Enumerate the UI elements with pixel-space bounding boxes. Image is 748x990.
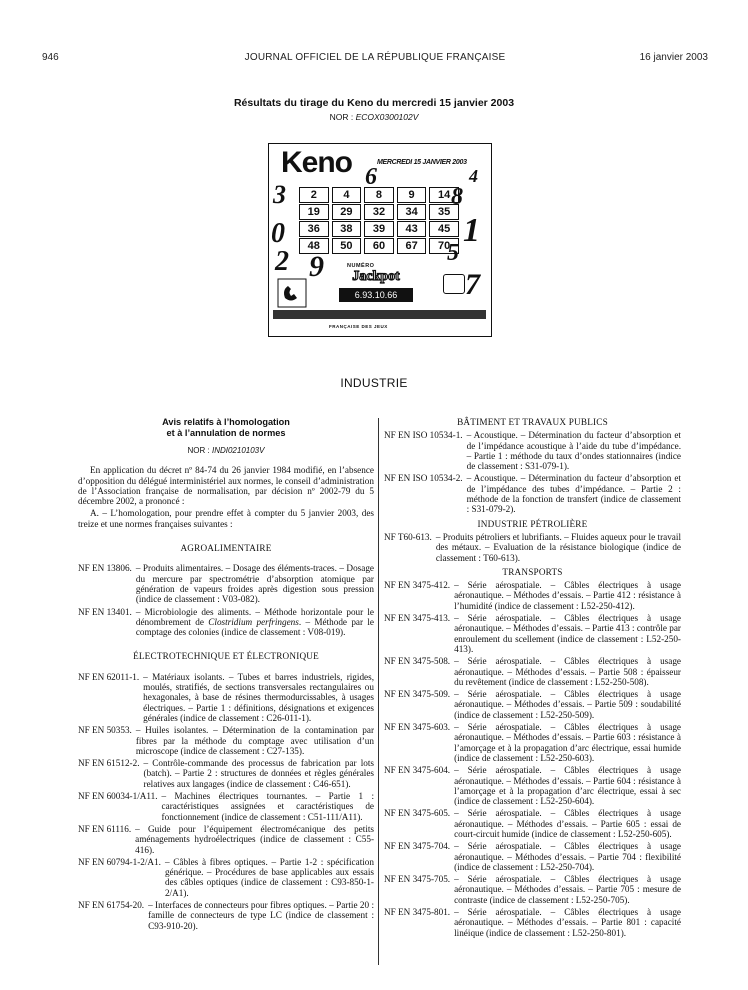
standard-entry bbox=[78, 791, 374, 822]
standard-entry bbox=[78, 758, 374, 789]
terminal-icon bbox=[443, 274, 465, 294]
standard-text: – Huiles isolantes. – Détermination de la contamination par fibres par la méthode du comptage avec utilisation d’un microscope (indice de classement : C27-135). bbox=[135, 725, 374, 756]
keno-nor: NOR : ECOX0300102V bbox=[329, 112, 419, 122]
standard-text: – Série aérospatiale. – Câbles électriques à usage aéronautique. – Méthodes d’essais. – Partie 603 : résistance à l’amorçage et à la propagation d’arc électrique, essai humide (indice de classement : L52-250-603). bbox=[454, 722, 681, 763]
numbers-row bbox=[299, 187, 459, 203]
decor-numeral: 1 bbox=[463, 212, 480, 249]
standard-ref: NF EN ISO 10534-1. bbox=[384, 430, 463, 441]
drawn-number: 2 bbox=[299, 187, 329, 203]
standard-text: – Série aérospatiale. – Câbles électriques à usage aéronautique. – Méthodes d’essais. – Partie 508 : épaisseur du revêtement (indice de classement : L52-250-508). bbox=[454, 656, 681, 687]
decor-numeral: 3 bbox=[273, 180, 286, 209]
category-heading: ÉLECTROTECHNIQUE ET ÉLECTRONIQUE bbox=[133, 651, 319, 662]
standard-ref: NF EN 3475-509. bbox=[384, 689, 451, 700]
standard-entry bbox=[384, 580, 681, 611]
phone-icon bbox=[277, 278, 307, 308]
drawn-number: 67 bbox=[397, 238, 427, 254]
standard-text: – Produits alimentaires. – Dosage des éléments-traces. – Dosage du mercure par spectrométrie d’absorption atomique par génération de vapeurs froides après digestion sous pression (indice de classement : V03-082). bbox=[135, 563, 374, 605]
left-column bbox=[78, 417, 374, 933]
standard-ref: NF EN 13401. bbox=[78, 606, 132, 617]
standard-entry bbox=[384, 656, 681, 687]
numbers-row bbox=[299, 238, 459, 254]
standard-ref: NF EN 61754-20. bbox=[78, 899, 145, 910]
standard-entry bbox=[384, 473, 681, 514]
standard-entry bbox=[384, 689, 681, 720]
ticket-banner bbox=[273, 310, 486, 319]
category-heading: TRANSPORTS bbox=[502, 566, 563, 577]
page-number: 946 bbox=[42, 52, 59, 63]
issue-date: 16 janvier 2003 bbox=[639, 52, 708, 63]
standard-text: – Matériaux isolants. – Tubes et barres industriels, rigides, moulés, stratifiés, de sections transversales rectangulaires ou hexagonales, à base de résines thermodurcissables, à usages électriques. – Partie 1 : définitions, désignations et exigences générales (indice de classement : C26-011-1). bbox=[143, 671, 374, 723]
drawn-number: 8 bbox=[364, 187, 394, 203]
drawn-number: 34 bbox=[397, 204, 427, 220]
journal-title: JOURNAL OFFICIEL DE LA RÉPUBLIQUE FRANÇAISE bbox=[244, 52, 506, 63]
standard-ref: NF EN 3475-603. bbox=[384, 722, 451, 733]
standard-entry bbox=[78, 725, 374, 756]
decor-numeral: 6 bbox=[365, 164, 377, 190]
standard-text: – Câbles à fibres optiques. – Partie 1-2 : spécification générique. – Procédures de base applicables aux essais des câbles optiques (indice de classement : C93-850-1-2/A1). bbox=[164, 856, 374, 898]
ticket-date: MERCREDI 15 JANVIER 2003 bbox=[377, 159, 467, 166]
standard-entry bbox=[78, 857, 374, 898]
standard-entry bbox=[384, 722, 681, 763]
numbers-row bbox=[299, 221, 459, 237]
standard-entry bbox=[384, 430, 681, 471]
standard-entry bbox=[78, 672, 374, 723]
right-column bbox=[384, 417, 681, 940]
standard-ref: NF EN 3475-704. bbox=[384, 841, 451, 852]
standard-text: – Microbiologie des aliments. – Méthode horizontale pour le dénombrement de Clostridium perfringens. – Méthode par le comptage des colonies (indice de classement : V08-019). bbox=[135, 606, 374, 638]
standard-entry bbox=[384, 874, 681, 905]
jackpot-logo: Jackpot bbox=[352, 269, 400, 284]
jackpot-number-label: NUMÉRO bbox=[347, 263, 375, 269]
standard-ref: NF EN 13806. bbox=[78, 563, 132, 574]
drawn-number: 32 bbox=[364, 204, 394, 220]
standard-text: – Série aérospatiale. – Câbles électriques à usage aéronautique. – Méthodes d’essais. – Partie 412 : résistance à l’humidité (indice de classement : L52-250-412). bbox=[454, 580, 681, 611]
standard-entry bbox=[78, 824, 374, 855]
standard-ref: NF EN 3475-413. bbox=[384, 613, 451, 624]
numbers-row bbox=[299, 204, 459, 220]
standard-ref: NF EN 62011-1. bbox=[78, 671, 140, 682]
standard-entry bbox=[78, 607, 374, 638]
fdj-logo: FRANÇAISE DES JEUX bbox=[329, 324, 388, 329]
drawn-numbers-grid bbox=[299, 187, 459, 255]
standard-text: – Série aérospatiale. – Câbles électriques à usage aéronautique. – Méthodes d’essais. – Partie 801 : capacité linéique (indice de classement : L52-250-801). bbox=[454, 907, 681, 938]
standard-ref: NF EN 3475-605. bbox=[384, 808, 451, 819]
standard-ref: NF EN 61512-2. bbox=[78, 758, 140, 769]
avis-paragraph: En application du décret nº 84-74 du 26 janvier 1984 modifié, en l’absence d’opposition du délégué interministériel aux normes, le conseil d’administration de l’Association française de normalisation, par décision nº 2002-79 du 5 décembre 2002, a prononcé : bbox=[78, 465, 374, 507]
drawn-number: 9 bbox=[397, 187, 427, 203]
standard-ref: NF EN 3475-801. bbox=[384, 907, 451, 918]
standard-text: – Série aérospatiale. – Câbles électriques à usage aéronautique. – Méthodes d’essais. – Partie 413 : contrôle par enroulement du scellement (indice de classement : L52-250-413). bbox=[454, 613, 681, 654]
standard-ref: NF T60-613. bbox=[384, 531, 432, 542]
drawn-number: 60 bbox=[364, 238, 394, 254]
keno-ticket-image bbox=[268, 143, 492, 337]
standard-ref: NF EN 50353. bbox=[78, 725, 132, 736]
standard-text: – Acoustique. – Détermination du facteur d’absorption et de l’impédance acoustique à l’aide du tube d’impédance. – Partie 1 : méthode du taux d’ondes stationnaires (indice de classement : S31-079-1). bbox=[466, 430, 681, 472]
standard-text: – Contrôle-commande des processus de fabrication par lots (batch). – Partie 2 : structures de données et règles générales relatives aux langages (indice de classement : C46-651). bbox=[143, 758, 374, 789]
standard-ref: NF EN 60794-1-2/A1. bbox=[78, 856, 161, 867]
drawn-number: 19 bbox=[299, 204, 329, 220]
decor-numeral: 8 bbox=[451, 184, 463, 210]
standard-entry bbox=[384, 808, 681, 839]
standard-entry bbox=[384, 841, 681, 872]
standard-ref: NF EN ISO 10534-2. bbox=[384, 473, 463, 484]
drawn-number: 50 bbox=[332, 238, 362, 254]
category-heading: AGROALIMENTAIRE bbox=[180, 543, 272, 554]
standard-text: – Acoustique. – Détermination du facteur d’absorption et de l’impédance des tubes d’impédance. – Partie 2 : méthode de la fonction de transfert (indice de classement : S31-079-2). bbox=[466, 473, 681, 515]
standard-ref: NF EN 3475-705. bbox=[384, 874, 451, 885]
drawn-number: 48 bbox=[299, 238, 329, 254]
keno-results-title: Résultats du tirage du Keno du mercredi 15 janvier 2003 bbox=[233, 97, 515, 109]
column-divider bbox=[378, 418, 379, 965]
avis-nor: NOR : INDI0210103V bbox=[187, 446, 265, 455]
decor-numeral: 4 bbox=[469, 166, 478, 186]
standard-text: – Série aérospatiale. – Câbles électriques à usage aéronautique. – Méthodes d’essais. – Partie 604 : résistance à l’amorçage et à la propagation d’arc électrique, essai à sec (indice de classement : L52-250-604). bbox=[454, 765, 681, 807]
drawn-number: 36 bbox=[299, 221, 329, 237]
drawn-number: 4 bbox=[332, 187, 362, 203]
standard-text: – Série aérospatiale. – Câbles électriques à usage aéronautique. – Méthodes d’essais. – Partie 605 : essai de court-circuit humide (indice de classement : L52-250-605). bbox=[454, 808, 681, 839]
standard-text: – Produits pétroliers et lubrifiants. – Fluides aqueux pour le travail des métaux. – Evaluation de la résistance biologique (indice de classement : T60-613). bbox=[435, 531, 681, 563]
keno-logo: Keno bbox=[281, 146, 352, 179]
decor-numeral: 0 bbox=[271, 218, 285, 249]
standard-entry bbox=[384, 613, 681, 654]
standard-entry bbox=[384, 765, 681, 806]
running-header bbox=[42, 52, 708, 66]
drawn-number: 35 bbox=[429, 204, 459, 220]
standard-text: – Machines électriques tournantes. – Partie 1 : caractéristiques assignées et caractéristiques de fonctionnement (indice de classement : C51-111/A11). bbox=[161, 791, 374, 822]
standard-text: – Guide pour l’équipement électromécanique des petits aménagements hydroélectriques (indice de classement : C55-416). bbox=[135, 823, 374, 855]
standard-entry bbox=[384, 907, 681, 938]
avis-title: Avis relatifs à l’homologation et à l’annulation de normes bbox=[162, 417, 290, 438]
drawn-number: 39 bbox=[364, 221, 394, 237]
jackpot-number: 6.93.10.66 bbox=[339, 288, 413, 302]
decor-numeral: 7 bbox=[465, 268, 480, 301]
standard-text: – Interfaces de connecteurs pour fibres optiques. – Partie 20 : famille de connecteurs de type LC (indice de classement : C93-910-20). bbox=[148, 899, 374, 931]
decor-numeral: 9 bbox=[309, 250, 324, 283]
drawn-number: 14 bbox=[429, 187, 459, 203]
standard-ref: NF EN 3475-604. bbox=[384, 765, 451, 776]
standard-text: – Série aérospatiale. – Câbles électriques à usage aéronautique. – Méthodes d’essais. – Partie 705 : mesure de contraste (indice de classement : L52-250-705). bbox=[454, 874, 681, 905]
drawn-number: 43 bbox=[397, 221, 427, 237]
standard-entry bbox=[78, 563, 374, 604]
standard-entry bbox=[78, 900, 374, 931]
decor-numeral: 2 bbox=[275, 246, 289, 277]
standard-entry bbox=[384, 532, 681, 563]
section-title-industrie: INDUSTRIE bbox=[340, 376, 408, 390]
drawn-number: 45 bbox=[429, 221, 459, 237]
decor-numeral: 5 bbox=[447, 240, 459, 266]
drawn-number: 38 bbox=[332, 221, 362, 237]
standard-ref: NF EN 60034-1/A11. bbox=[78, 791, 158, 802]
standard-ref: NF EN 61116. bbox=[78, 823, 132, 834]
standard-text: – Série aérospatiale. – Câbles électriques à usage aéronautique. – Méthodes d’essais. – Partie 704 : flexibilité (indice de classement : L52-250-704). bbox=[454, 841, 681, 872]
category-heading: BÂTIMENT ET TRAVAUX PUBLICS bbox=[457, 417, 608, 427]
standard-ref: NF EN 3475-412. bbox=[384, 580, 451, 591]
drawn-number: 29 bbox=[332, 204, 362, 220]
drawn-number: 70 bbox=[429, 238, 459, 254]
standard-text: – Série aérospatiale. – Câbles électriques à usage aéronautique. – Méthodes d’essais. – Partie 509 : soudabilité (indice de classement : L52-250-509). bbox=[454, 689, 681, 720]
category-heading: INDUSTRIE PÉTROLIÈRE bbox=[477, 518, 588, 529]
standard-ref: NF EN 3475-508. bbox=[384, 656, 451, 667]
avis-paragraph: A. – L’homologation, pour prendre effet à compter du 5 janvier 2003, des treize et une normes françaises suivantes : bbox=[78, 508, 374, 529]
